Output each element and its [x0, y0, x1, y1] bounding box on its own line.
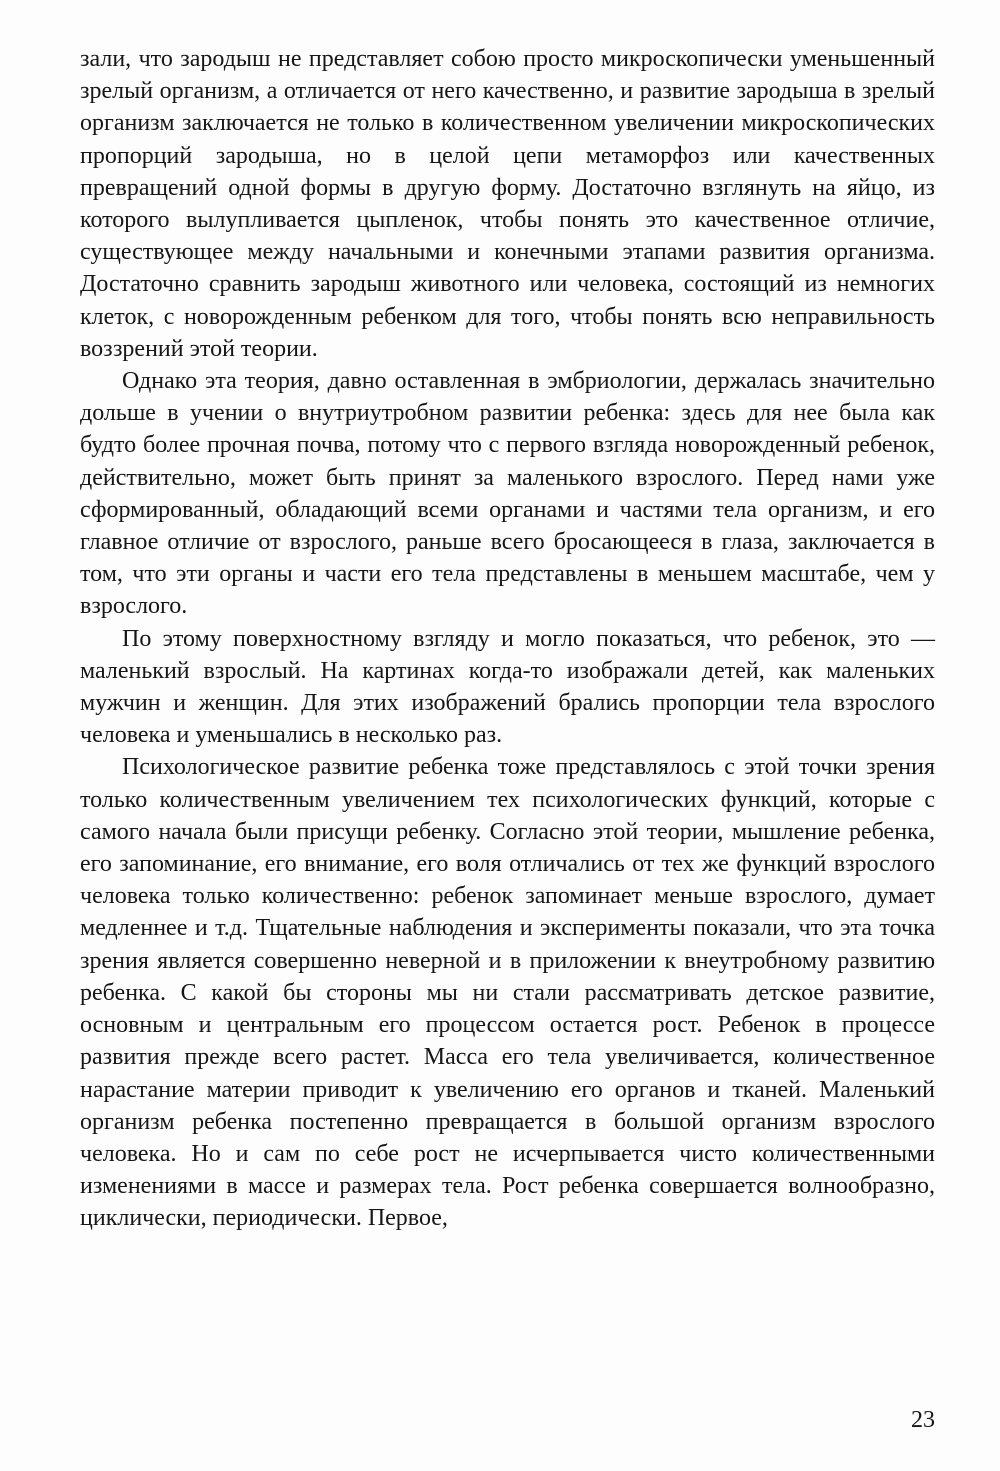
paragraph-superficial-view: По этому поверхностному взгляду и могло показаться, что ребенок, это — маленький взрослый. На картинах когда-то изображали детей, как маленьких мужчин и женщин. Для этих изображений брались пропорции тела взрослого человека и уменьшались в несколько раз.	[80, 625, 935, 749]
paragraph-continuation: зали, что зародыш не представляет собою просто микроскопически уменьшенный зрелый организм, а отличается от него качественно, и развитие зародыша в зрелый организм заключается не только в количественном увеличении микроскопических пропорций зародыша, но в целой цепи метаморфоз или качественных превращений одной формы в другую форму. Достаточно взглянуть на яйцо, из которого вылупливается цыпленок, чтобы понять это качественное отличие, существующее между начальными и конечными этапами развития организма. Достаточно сравнить зародыш животного или человека, состоящий из немногих клеток, с новорожденным ребенком для того, чтобы понять всю неправильность воззрений этой теории.	[80, 46, 935, 362]
paragraph-embryology: Однако эта теория, давно оставленная в эмбриологии, держалась значительно дольше в учении о внутриутробном развитии ребенка: здесь для нее была как будто более прочная почва, потому что с первого взгляда новорожденный ребенок, действительно, может быть принят за маленького взрослого. Перед нами уже сформированный, обладающий всеми органами и частями тела организм, и его главное отличие от взрослого, раньше всего бросающееся в глаза, заключается в том, что эти органы и части его тела представлены в меньшем масштабе, чем у взрослого.	[80, 368, 935, 620]
page-number: 23	[911, 1407, 935, 1433]
body-text	[80, 43, 935, 1235]
paragraph-psychological-development: Психологическое развитие ребенка тоже представлялось с этой точки зрения только количественным увеличением тех психологических функций, которые с самого начала были присущи ребенку. Согласно этой теории, мышление ребенка, его запоминание, его внимание, его воля отличались от тех же функций взрослого человека только количественно: ребенок запоминает меньше взрослого, думает медленнее и т.д. Тщательные наблюдения и эксперименты показали, что эта точка зрения является совершенно неверной и в приложении к внеутробному развитию ребенка. С какой бы стороны мы ни стали рассматривать детское развитие, основным и центральным его процессом остается рост. Ребенок в процессе развития прежде всего растет. Масса его тела увеличивается, количественное нарастание материи приводит к увеличению его органов и тканей. Маленький организм ребенка постепенно превращается в большой организм взрослого человека. Но и сам по себе рост не исчерпывается чисто количественными изменениями в массе и размерах тела. Рост ребенка совершается волнообразно, циклически, периодически. Первое,	[80, 754, 935, 1232]
